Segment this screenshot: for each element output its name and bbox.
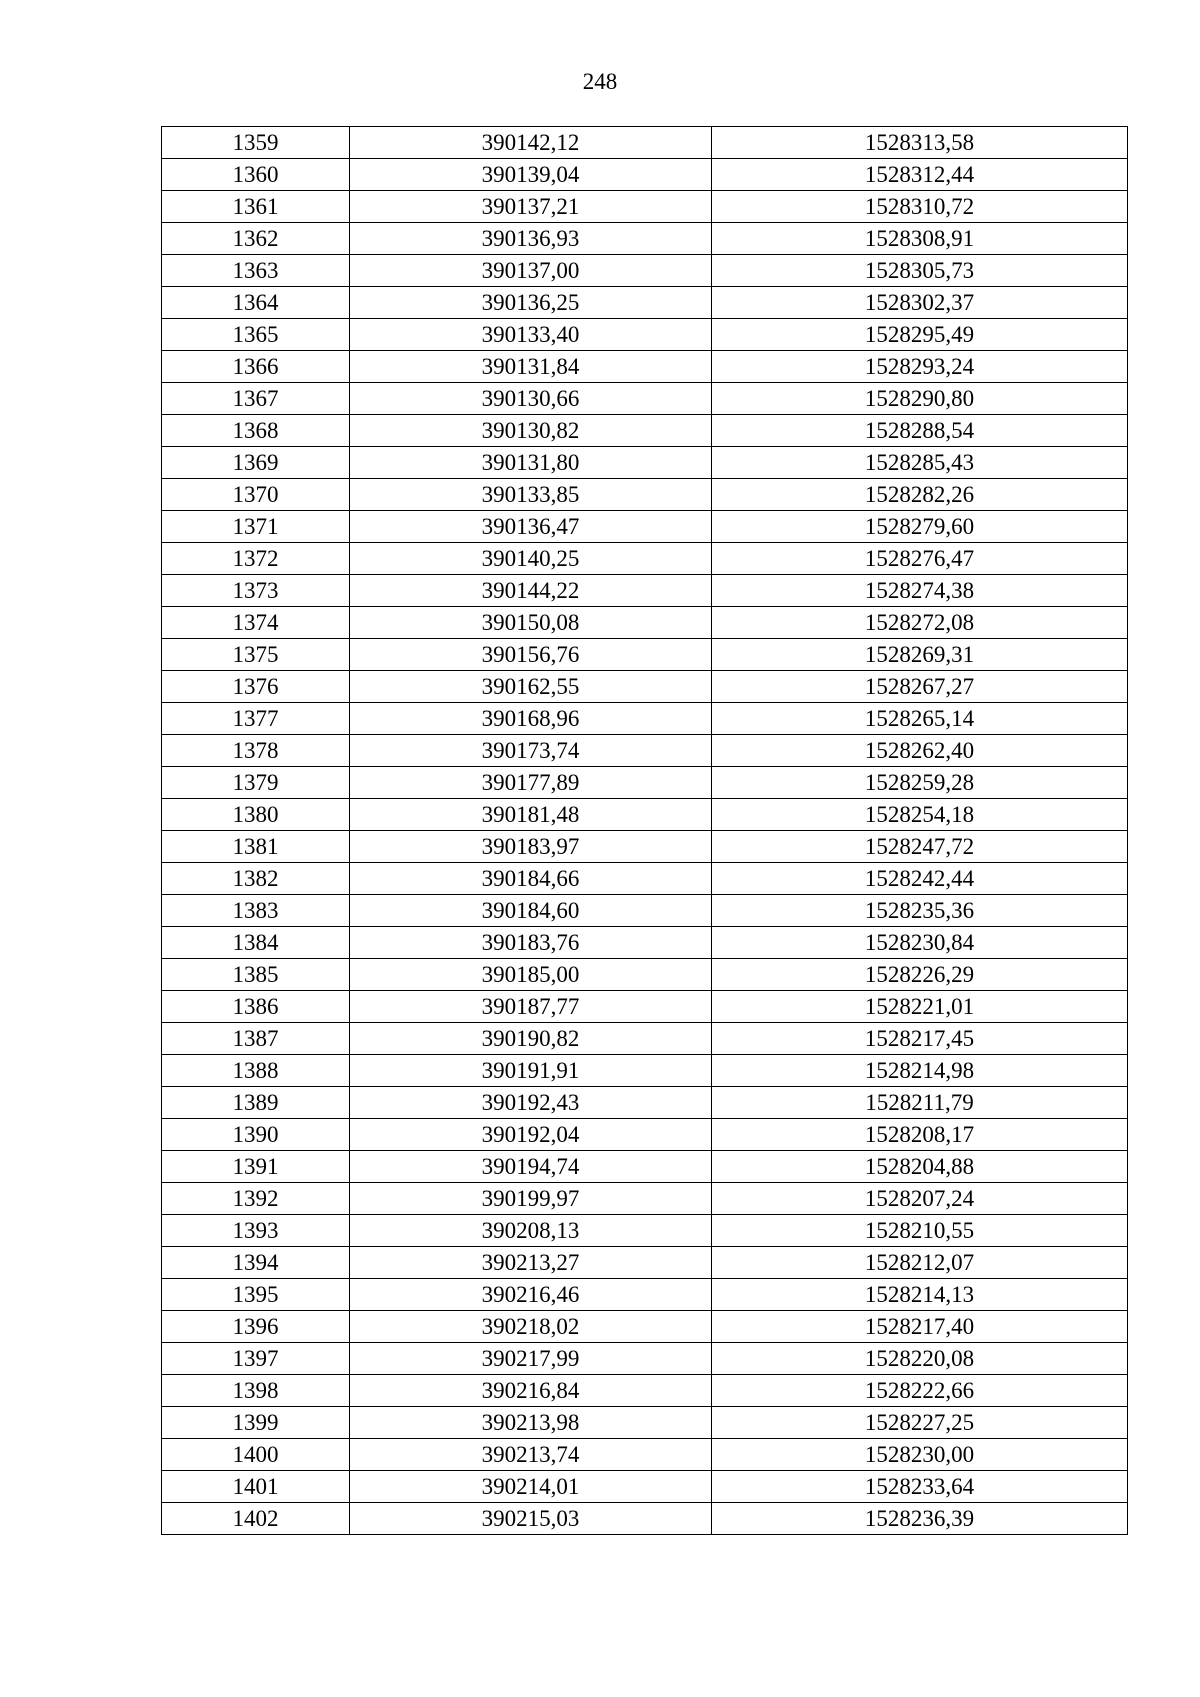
table-row <box>162 991 1128 1023</box>
table-row <box>162 1407 1128 1439</box>
page-number: 248 <box>582 69 618 94</box>
table-row <box>162 351 1128 383</box>
x-coordinate-cell: 390216,84 <box>350 1375 712 1407</box>
point-number-cell: 1373 <box>162 575 350 607</box>
y-coordinate-cell: 1528272,08 <box>712 607 1128 639</box>
y-coordinate-cell: 1528236,39 <box>712 1503 1128 1535</box>
table-row <box>162 1151 1128 1183</box>
x-coordinate-cell: 390156,76 <box>350 639 712 671</box>
x-coordinate-cell: 390162,55 <box>350 671 712 703</box>
table-row <box>162 1087 1128 1119</box>
x-coordinate-cell: 390137,21 <box>350 191 712 223</box>
x-coordinate-cell: 390136,25 <box>350 287 712 319</box>
x-coordinate-cell: 390190,82 <box>350 1023 712 1055</box>
y-coordinate-cell: 1528310,72 <box>712 191 1128 223</box>
y-coordinate-cell: 1528293,24 <box>712 351 1128 383</box>
point-number-cell: 1380 <box>162 799 350 831</box>
table-row <box>162 1471 1128 1503</box>
table-row <box>162 255 1128 287</box>
y-coordinate-cell: 1528269,31 <box>712 639 1128 671</box>
x-coordinate-cell: 390187,77 <box>350 991 712 1023</box>
point-number-cell: 1378 <box>162 735 350 767</box>
y-coordinate-cell: 1528214,98 <box>712 1055 1128 1087</box>
table-row <box>162 319 1128 351</box>
y-coordinate-cell: 1528210,55 <box>712 1215 1128 1247</box>
y-coordinate-cell: 1528312,44 <box>712 159 1128 191</box>
y-coordinate-cell: 1528233,64 <box>712 1471 1128 1503</box>
point-number-cell: 1383 <box>162 895 350 927</box>
x-coordinate-cell: 390213,74 <box>350 1439 712 1471</box>
table-row <box>162 671 1128 703</box>
y-coordinate-cell: 1528285,43 <box>712 447 1128 479</box>
x-coordinate-cell: 390216,46 <box>350 1279 712 1311</box>
point-number-cell: 1386 <box>162 991 350 1023</box>
x-coordinate-cell: 390139,04 <box>350 159 712 191</box>
table-row <box>162 1503 1128 1535</box>
point-number-cell: 1398 <box>162 1375 350 1407</box>
y-coordinate-cell: 1528247,72 <box>712 831 1128 863</box>
point-number-cell: 1370 <box>162 479 350 511</box>
point-number-cell: 1364 <box>162 287 350 319</box>
table-row <box>162 767 1128 799</box>
y-coordinate-cell: 1528221,01 <box>712 991 1128 1023</box>
x-coordinate-cell: 390136,47 <box>350 511 712 543</box>
table-row <box>162 1119 1128 1151</box>
x-coordinate-cell: 390144,22 <box>350 575 712 607</box>
point-number-cell: 1375 <box>162 639 350 671</box>
x-coordinate-cell: 390177,89 <box>350 767 712 799</box>
y-coordinate-cell: 1528230,84 <box>712 927 1128 959</box>
x-coordinate-cell: 390218,02 <box>350 1311 712 1343</box>
table-row <box>162 1279 1128 1311</box>
table-row <box>162 639 1128 671</box>
y-coordinate-cell: 1528305,73 <box>712 255 1128 287</box>
x-coordinate-cell: 390183,76 <box>350 927 712 959</box>
table-row <box>162 895 1128 927</box>
point-number-cell: 1387 <box>162 1023 350 1055</box>
table-row <box>162 479 1128 511</box>
x-coordinate-cell: 390133,40 <box>350 319 712 351</box>
table-row <box>162 831 1128 863</box>
point-number-cell: 1394 <box>162 1247 350 1279</box>
y-coordinate-cell: 1528227,25 <box>712 1407 1128 1439</box>
point-number-cell: 1393 <box>162 1215 350 1247</box>
y-coordinate-cell: 1528226,29 <box>712 959 1128 991</box>
y-coordinate-cell: 1528267,27 <box>712 671 1128 703</box>
x-coordinate-cell: 390215,03 <box>350 1503 712 1535</box>
x-coordinate-cell: 390181,48 <box>350 799 712 831</box>
table-row <box>162 959 1128 991</box>
point-number-cell: 1399 <box>162 1407 350 1439</box>
table-row <box>162 1439 1128 1471</box>
table-row <box>162 1023 1128 1055</box>
x-coordinate-cell: 390131,80 <box>350 447 712 479</box>
table-row <box>162 1343 1128 1375</box>
point-number-cell: 1379 <box>162 767 350 799</box>
y-coordinate-cell: 1528235,36 <box>712 895 1128 927</box>
table-row <box>162 543 1128 575</box>
point-number-cell: 1389 <box>162 1087 350 1119</box>
table-row <box>162 383 1128 415</box>
point-number-cell: 1377 <box>162 703 350 735</box>
y-coordinate-cell: 1528254,18 <box>712 799 1128 831</box>
x-coordinate-cell: 390213,98 <box>350 1407 712 1439</box>
x-coordinate-cell: 390130,82 <box>350 415 712 447</box>
x-coordinate-cell: 390131,84 <box>350 351 712 383</box>
table-row <box>162 159 1128 191</box>
table-row <box>162 575 1128 607</box>
y-coordinate-cell: 1528214,13 <box>712 1279 1128 1311</box>
point-number-cell: 1366 <box>162 351 350 383</box>
point-number-cell: 1368 <box>162 415 350 447</box>
y-coordinate-cell: 1528230,00 <box>712 1439 1128 1471</box>
x-coordinate-cell: 390130,66 <box>350 383 712 415</box>
y-coordinate-cell: 1528217,45 <box>712 1023 1128 1055</box>
y-coordinate-cell: 1528276,47 <box>712 543 1128 575</box>
x-coordinate-cell: 390183,97 <box>350 831 712 863</box>
x-coordinate-cell: 390184,60 <box>350 895 712 927</box>
y-coordinate-cell: 1528207,24 <box>712 1183 1128 1215</box>
table-row <box>162 223 1128 255</box>
x-coordinate-cell: 390184,66 <box>350 863 712 895</box>
y-coordinate-cell: 1528204,88 <box>712 1151 1128 1183</box>
y-coordinate-cell: 1528211,79 <box>712 1087 1128 1119</box>
x-coordinate-cell: 390194,74 <box>350 1151 712 1183</box>
x-coordinate-cell: 390199,97 <box>350 1183 712 1215</box>
x-coordinate-cell: 390214,01 <box>350 1471 712 1503</box>
point-number-cell: 1361 <box>162 191 350 223</box>
table-row <box>162 1375 1128 1407</box>
y-coordinate-cell: 1528217,40 <box>712 1311 1128 1343</box>
table-row <box>162 1215 1128 1247</box>
x-coordinate-cell: 390192,04 <box>350 1119 712 1151</box>
y-coordinate-cell: 1528313,58 <box>712 127 1128 159</box>
y-coordinate-cell: 1528302,37 <box>712 287 1128 319</box>
y-coordinate-cell: 1528279,60 <box>712 511 1128 543</box>
table-row <box>162 191 1128 223</box>
x-coordinate-cell: 390168,96 <box>350 703 712 735</box>
point-number-cell: 1369 <box>162 447 350 479</box>
table-row <box>162 511 1128 543</box>
table-row <box>162 415 1128 447</box>
point-number-cell: 1374 <box>162 607 350 639</box>
y-coordinate-cell: 1528212,07 <box>712 1247 1128 1279</box>
point-number-cell: 1390 <box>162 1119 350 1151</box>
point-number-cell: 1359 <box>162 127 350 159</box>
y-coordinate-cell: 1528242,44 <box>712 863 1128 895</box>
table-row <box>162 607 1128 639</box>
point-number-cell: 1397 <box>162 1343 350 1375</box>
table-row <box>162 863 1128 895</box>
point-number-cell: 1376 <box>162 671 350 703</box>
point-number-cell: 1396 <box>162 1311 350 1343</box>
point-number-cell: 1402 <box>162 1503 350 1535</box>
y-coordinate-cell: 1528274,38 <box>712 575 1128 607</box>
table-row <box>162 799 1128 831</box>
point-number-cell: 1360 <box>162 159 350 191</box>
point-number-cell: 1401 <box>162 1471 350 1503</box>
coordinates-table <box>161 126 1128 1535</box>
x-coordinate-cell: 390208,13 <box>350 1215 712 1247</box>
x-coordinate-cell: 390213,27 <box>350 1247 712 1279</box>
x-coordinate-cell: 390150,08 <box>350 607 712 639</box>
point-number-cell: 1391 <box>162 1151 350 1183</box>
y-coordinate-cell: 1528220,08 <box>712 1343 1128 1375</box>
point-number-cell: 1400 <box>162 1439 350 1471</box>
table-row <box>162 703 1128 735</box>
point-number-cell: 1371 <box>162 511 350 543</box>
x-coordinate-cell: 390140,25 <box>350 543 712 575</box>
x-coordinate-cell: 390133,85 <box>350 479 712 511</box>
point-number-cell: 1363 <box>162 255 350 287</box>
x-coordinate-cell: 390192,43 <box>350 1087 712 1119</box>
table-row <box>162 1055 1128 1087</box>
table-row <box>162 127 1128 159</box>
x-coordinate-cell: 390173,74 <box>350 735 712 767</box>
table-row <box>162 735 1128 767</box>
y-coordinate-cell: 1528259,28 <box>712 767 1128 799</box>
y-coordinate-cell: 1528295,49 <box>712 319 1128 351</box>
table-row <box>162 927 1128 959</box>
point-number-cell: 1362 <box>162 223 350 255</box>
y-coordinate-cell: 1528288,54 <box>712 415 1128 447</box>
point-number-cell: 1395 <box>162 1279 350 1311</box>
point-number-cell: 1392 <box>162 1183 350 1215</box>
point-number-cell: 1367 <box>162 383 350 415</box>
x-coordinate-cell: 390191,91 <box>350 1055 712 1087</box>
x-coordinate-cell: 390142,12 <box>350 127 712 159</box>
x-coordinate-cell: 390185,00 <box>350 959 712 991</box>
point-number-cell: 1382 <box>162 863 350 895</box>
y-coordinate-cell: 1528208,17 <box>712 1119 1128 1151</box>
y-coordinate-cell: 1528222,66 <box>712 1375 1128 1407</box>
point-number-cell: 1372 <box>162 543 350 575</box>
x-coordinate-cell: 390217,99 <box>350 1343 712 1375</box>
x-coordinate-cell: 390137,00 <box>350 255 712 287</box>
table-row <box>162 287 1128 319</box>
y-coordinate-cell: 1528290,80 <box>712 383 1128 415</box>
point-number-cell: 1388 <box>162 1055 350 1087</box>
table-row <box>162 1311 1128 1343</box>
y-coordinate-cell: 1528282,26 <box>712 479 1128 511</box>
point-number-cell: 1365 <box>162 319 350 351</box>
point-number-cell: 1384 <box>162 927 350 959</box>
table-row <box>162 1247 1128 1279</box>
point-number-cell: 1385 <box>162 959 350 991</box>
coordinates-table-body <box>162 127 1128 1535</box>
table-row <box>162 1183 1128 1215</box>
y-coordinate-cell: 1528265,14 <box>712 703 1128 735</box>
y-coordinate-cell: 1528262,40 <box>712 735 1128 767</box>
table-row <box>162 447 1128 479</box>
y-coordinate-cell: 1528308,91 <box>712 223 1128 255</box>
point-number-cell: 1381 <box>162 831 350 863</box>
x-coordinate-cell: 390136,93 <box>350 223 712 255</box>
